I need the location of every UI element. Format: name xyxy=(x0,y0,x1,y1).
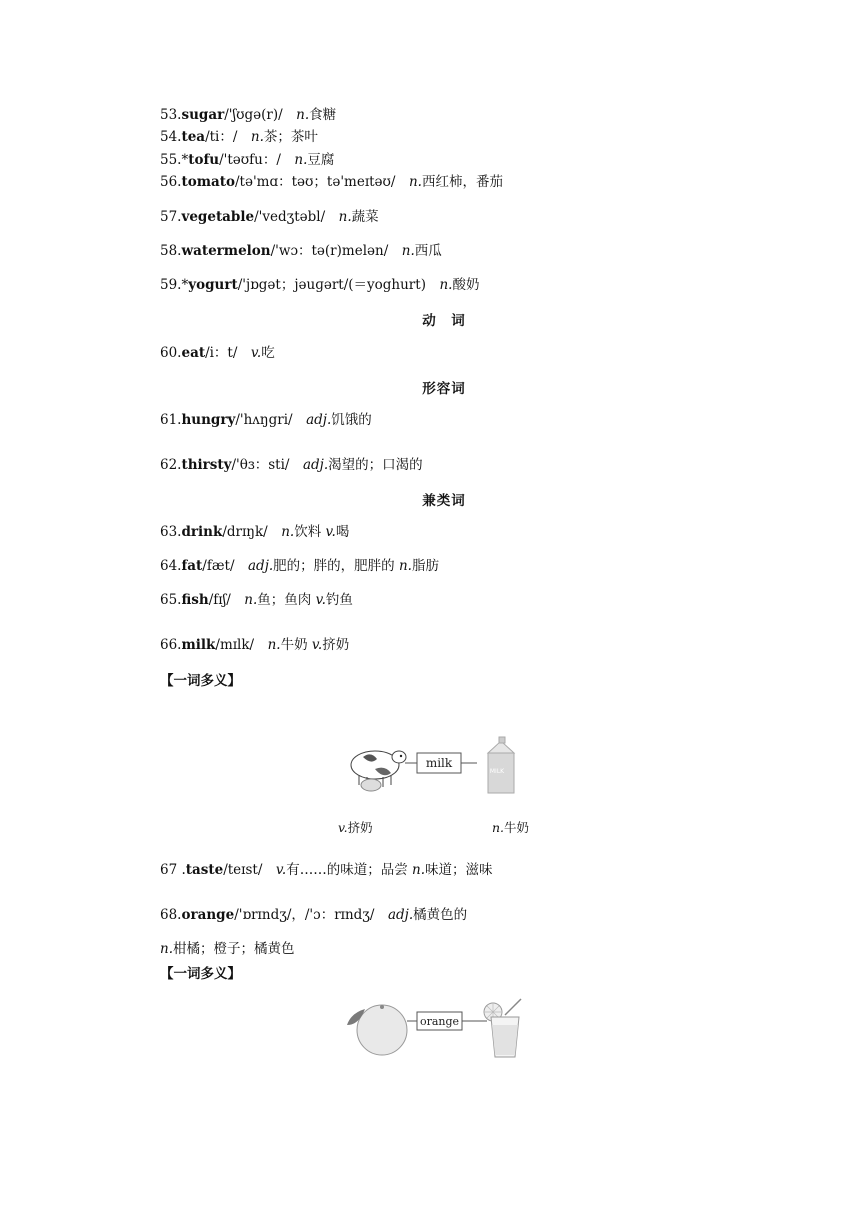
milk-caption-left: v.挤奶 xyxy=(338,820,373,835)
entry-number: 64. xyxy=(160,558,182,574)
part-of-speech: v. xyxy=(250,345,262,361)
entry-60 xyxy=(160,344,275,362)
part-of-speech: adj. xyxy=(302,457,329,473)
entry-number: 63. xyxy=(160,524,182,540)
phonetic: /'vedʒtəbl/ xyxy=(254,209,326,225)
entry-54 xyxy=(160,128,318,146)
milk-box-label: milk xyxy=(425,756,453,770)
entry-number: 66. xyxy=(160,637,182,653)
part-of-speech: n. xyxy=(250,129,264,145)
part-of-speech: n. xyxy=(398,558,412,574)
headword: yogurt xyxy=(188,277,238,293)
entry-62 xyxy=(160,456,423,474)
definition: 鱼；鱼肉 xyxy=(257,592,312,608)
entry-64 xyxy=(160,557,439,575)
part-of-speech: n. xyxy=(338,209,352,225)
phonetic: /drɪŋk/ xyxy=(222,524,268,540)
headword: orange xyxy=(181,907,235,923)
phonetic: /'təʊfu：/ xyxy=(219,152,281,168)
definition: 有……的味道；品尝 xyxy=(286,862,408,878)
phonetic: /mɪlk/ xyxy=(215,637,255,653)
part-of-speech: n. xyxy=(401,243,415,259)
headword: taste xyxy=(185,862,224,878)
phonetic: /'ʃʊgə(r)/ xyxy=(224,107,283,123)
entry-number: 54. xyxy=(160,129,182,145)
definition: 酸奶 xyxy=(452,277,480,293)
entry-number: 58. xyxy=(160,243,182,259)
definition: 渴望的；口渴的 xyxy=(328,457,423,473)
entry-number: 68. xyxy=(160,907,182,923)
milk-figure xyxy=(345,735,525,805)
milk-carton-icon xyxy=(488,737,514,793)
headword: milk xyxy=(181,637,216,653)
phonetic: /ti：/ xyxy=(205,129,238,145)
headword: vegetable xyxy=(181,209,255,225)
heading-adjective: 形容词 xyxy=(422,381,466,397)
entry-number: 55.* xyxy=(160,152,189,168)
definition: 牛奶 xyxy=(280,637,308,653)
orange-juice-glass-icon xyxy=(484,999,521,1057)
milk-caption-right: n.牛奶 xyxy=(492,820,530,835)
headword: fish xyxy=(181,592,209,608)
part-of-speech: v. xyxy=(315,592,326,608)
entry-68 xyxy=(160,906,467,924)
part-of-speech: n. xyxy=(244,592,258,608)
orange-figure xyxy=(345,995,535,1065)
definition: 吃 xyxy=(261,345,275,361)
headword: watermelon xyxy=(181,243,271,259)
headword: sugar xyxy=(181,107,225,123)
phonetic: /fæt/ xyxy=(202,558,235,574)
entry-number: 67 . xyxy=(160,862,186,878)
definition: 蔬菜 xyxy=(351,209,379,225)
phonetic: /'θɜ：sti/ xyxy=(231,457,290,473)
entry-59 xyxy=(160,276,479,294)
part-of-speech: adj. xyxy=(306,412,332,428)
entry-number: 61. xyxy=(160,412,182,428)
part-of-speech: n. xyxy=(408,174,422,190)
headword: tofu xyxy=(188,152,220,168)
part-of-speech: n. xyxy=(412,862,425,878)
phonetic: /tə'mɑ：təʊ；tə'meɪtəʊ/ xyxy=(235,174,396,190)
part-of-speech: n. xyxy=(296,107,310,123)
heading-multi-class: 兼类词 xyxy=(422,493,466,509)
headword: fat xyxy=(181,558,203,574)
part-of-speech: adj. xyxy=(387,907,414,923)
phonetic: /'wɔ：tə(r)melən/ xyxy=(270,243,389,259)
part-of-speech: n. xyxy=(267,637,281,653)
definition: 饥饿的 xyxy=(331,412,372,428)
entry-55 xyxy=(160,151,334,169)
section-polysemy-milk: 【一词多义】 xyxy=(160,673,241,689)
definition: 挤奶 xyxy=(322,637,350,653)
headword: drink xyxy=(181,524,223,540)
phonetic: /fɪʃ/ xyxy=(208,592,231,608)
phonetic: /'hʌŋgri/ xyxy=(235,412,293,428)
headword: hungry xyxy=(181,412,236,428)
entry-68-continuation: n.柑橘；橙子；橘黄色 xyxy=(160,941,295,957)
definition: 味道；滋味 xyxy=(425,862,493,878)
entry-number: 57. xyxy=(160,209,182,225)
milk-carton-label: MILK xyxy=(489,768,505,775)
definition: 钓鱼 xyxy=(325,592,353,608)
definition: 豆腐 xyxy=(307,152,335,168)
section-polysemy-orange: 【一词多义】 xyxy=(160,966,241,982)
part-of-speech: adj. xyxy=(248,558,274,574)
orange-box-label: orange xyxy=(419,1015,460,1028)
entry-number: 59.* xyxy=(160,277,189,293)
definition: 西红柿，番茄 xyxy=(421,174,503,190)
phonetic: /'jɒgət；jəuɡərt/(＝yoghurt) xyxy=(237,277,426,293)
headword: tomato xyxy=(181,174,235,190)
entry-65 xyxy=(160,591,353,609)
part-of-speech: v. xyxy=(275,862,287,878)
entry-number: 62. xyxy=(160,457,182,473)
definition: 茶；茶叶 xyxy=(263,129,318,145)
definition: 脂肪 xyxy=(411,558,439,574)
entry-61 xyxy=(160,411,372,429)
definition: 食糖 xyxy=(309,107,337,123)
part-of-speech: n. xyxy=(294,152,308,168)
entry-56 xyxy=(160,173,503,191)
entry-57 xyxy=(160,208,379,226)
part-of-speech: v. xyxy=(325,524,336,540)
phonetic: /'ɒrɪndʒ/，/'ɔ：rɪndʒ/ xyxy=(234,907,375,923)
entry-67 xyxy=(160,861,493,879)
phonetic: /i：t/ xyxy=(205,345,238,361)
definition: 肥的；胖的，肥胖的 xyxy=(273,558,395,574)
part-of-speech: v. xyxy=(311,637,323,653)
definition: 橘黄色的 xyxy=(413,907,468,923)
headword: eat xyxy=(181,345,206,361)
definition: 饮料 xyxy=(294,524,322,540)
heading-verb: 动 词 xyxy=(422,313,466,329)
entry-number: 60. xyxy=(160,345,182,361)
phonetic: /teɪst/ xyxy=(223,862,263,878)
orange-fruit-icon xyxy=(347,1005,407,1055)
part-of-speech: n. xyxy=(439,277,453,293)
definition: 喝 xyxy=(335,524,350,540)
headword: tea xyxy=(181,129,206,145)
definition: 西瓜 xyxy=(414,243,442,259)
cow-icon xyxy=(351,751,406,791)
part-of-speech: n. xyxy=(281,524,295,540)
entry-58 xyxy=(160,242,442,260)
entry-number: 65. xyxy=(160,592,182,608)
entry-number: 56. xyxy=(160,174,182,190)
entry-63 xyxy=(160,523,349,541)
entry-number: 53. xyxy=(160,107,182,123)
entry-53 xyxy=(160,106,336,124)
entry-66 xyxy=(160,636,349,654)
headword: thirsty xyxy=(181,457,232,473)
